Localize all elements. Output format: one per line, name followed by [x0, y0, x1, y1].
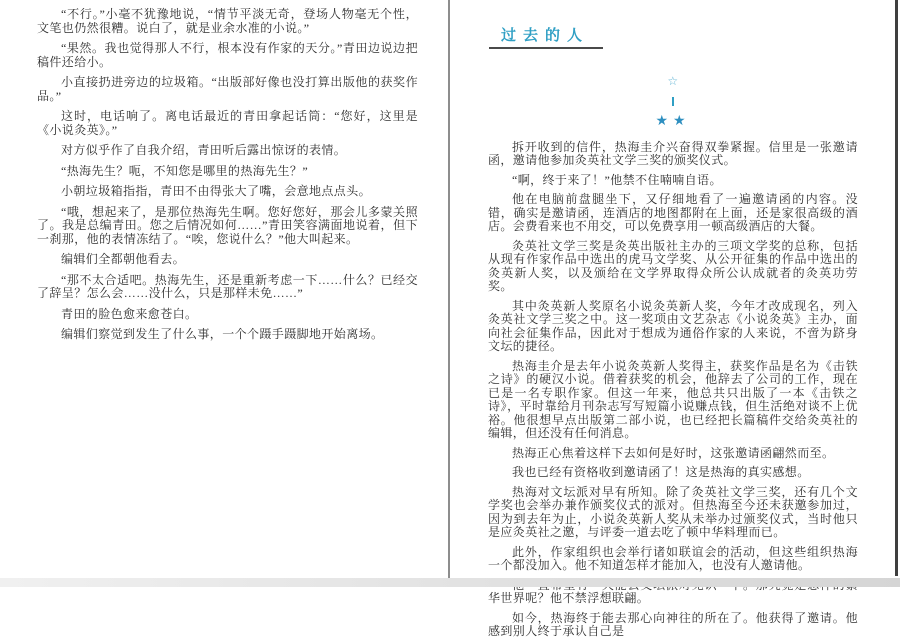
paragraph: 此外，作家组织也会举行诸如联谊会的活动，但这些组织热海一个都没加入。他不知道怎样才能加入，也没有人邀请他。 — [488, 544, 858, 572]
paragraph: 小朝垃圾箱指指，青田不由得张大了嘴，会意地点点头。 — [61, 184, 372, 198]
paragraph: 这时，电话响了。离电话最近的青田拿起话筒：“您好，这里是《小说灸英》。” — [37, 109, 418, 137]
ornament-bar — [672, 97, 674, 106]
outline-star-icon: ☆ — [667, 73, 679, 88]
paragraph: “啊，终于来了！”他禁不住喃喃自语。 — [512, 172, 722, 187]
paragraph: 小直接扔进旁边的垃圾箱。“出版部好像也没打算出版他的获奖作品。” — [37, 75, 418, 103]
page-right-edge — [895, 0, 898, 576]
left-page-text — [37, 8, 418, 342]
chapter-ornament — [488, 75, 858, 129]
paragraph: “哦，想起来了，是那位热海先生啊。您好您好，那会儿多蒙关照了。我是总编青田。您之后情况如何……”青田笑容满面地说着，但下一刹那，他的表情冻结了。“唉，您说什么？”他大叫起来。 — [37, 204, 418, 246]
paragraph: “果然。我也觉得那人不行，根本没有作家的天分。”青田边说边把稿件还给小。 — [37, 41, 418, 69]
paragraph: 热海圭介是去年小说灸英新人奖得主，获奖作品是名为《击铁之诗》的硬汉小说。借着获奖的机会，他辞去了公司的工作，现在已是一名专职作家。但这一年来，他总共只出版了一本《击铁之诗》，平时靠给月刊杂志写写短篇小说赚点钱，但生活绝对谈不上优裕。他很想早点出版第二部小说，也已经把长篇稿件交给灸英社的编辑，但还没有任何消息。 — [488, 358, 858, 440]
paragraph: 华世界呢？他不禁浮想联翩。 — [488, 591, 650, 605]
paragraph: “那不太合适吧。热海先生，还是重新考虑一下……什么？已经交了辞呈？怎么会……没什么，只是那样未免……” — [37, 272, 418, 300]
chapter-header — [489, 30, 858, 49]
paragraph: “热海先生？呃，不知您是哪里的热海先生？” — [61, 163, 309, 178]
right-page-text — [488, 30, 858, 639]
paragraph: 我也已经有资格收到邀请函了！这是热海的真实感想。 — [512, 465, 810, 479]
bottom-strip — [0, 578, 900, 587]
paragraph: “不行。”小毫不犹豫地说，“情节平淡无奇，登场人物毫无个性，文笔也仍然很糟。说白了，就是业余水准的小说。” — [37, 7, 418, 35]
filled-stars-icon: ★★ — [655, 113, 691, 129]
paragraph: 拆开收到的信件，热海圭介兴奋得双拳紧握。信里是一张邀请函，邀请他参加灸英社文学三奖的颁奖仪式。 — [488, 139, 858, 167]
paragraph: 灸英社文学三奖是灸英出版社主办的三项文学奖的总称，包括从现有作家作品中选出的虎马文学奖、从公开征集的作品中选出的灸英新人奖，以及颁给在文学界取得众所公认成就者的灸英功劳奖。 — [488, 238, 858, 293]
chapter-title-underline — [489, 30, 603, 49]
paragraph: 其中灸英新人奖原名小说灸英新人奖，今年才改成现名，列入灸英社文学三奖之中。这一奖项由文艺杂志《小说灸英》主办，面向社会征集作品，因此对于想成为通俗作家的人来说，不啻为跻身文坛的捷径。 — [488, 298, 858, 353]
paragraph: 如今，热海终于能去那心向神往的所在了。他获得了邀请。他感到别人终于承认自己是 — [488, 610, 858, 638]
right-page-paragraphs — [488, 141, 858, 639]
paragraph: 热海正心焦着这样下去如何是好时，这张邀请函翩然而至。 — [512, 445, 835, 460]
paragraph: 他在电脑前盘腿坐下，又仔细地看了一遍邀请函的内容。没错，确实是邀请函，连酒店的地图都附在上面，还是家很高级的酒店。会费看来也不用交，可以免费享用一顿高级酒店的大餐。 — [488, 192, 858, 233]
paragraph: 编辑们全都朝他看去。 — [61, 252, 186, 266]
page-left — [0, 0, 448, 578]
chapter-title: 过去的人 — [501, 28, 590, 44]
paragraph: 对方似乎作了自我介绍，青田听后露出惊讶的表情。 — [61, 143, 347, 157]
paragraph: 热海对文坛派对早有所知。除了灸英社文学三奖，还有几个文学奖也会举办兼作颁奖仪式的派对。但热海至今还未获邀参加过，因为到去年为止，小说灸英新人奖从未举办过颁奖仪式，当时他只是应灸英社之邀，与评委一道去吃了顿中华料理而已。 — [488, 484, 858, 539]
paragraph: 编辑们察觉到发生了什么事，一个个蹑手蹑脚地开始离场。 — [61, 327, 384, 341]
page-right — [450, 0, 896, 638]
paragraph: 青田的脸色愈来愈苍白。 — [61, 306, 198, 321]
